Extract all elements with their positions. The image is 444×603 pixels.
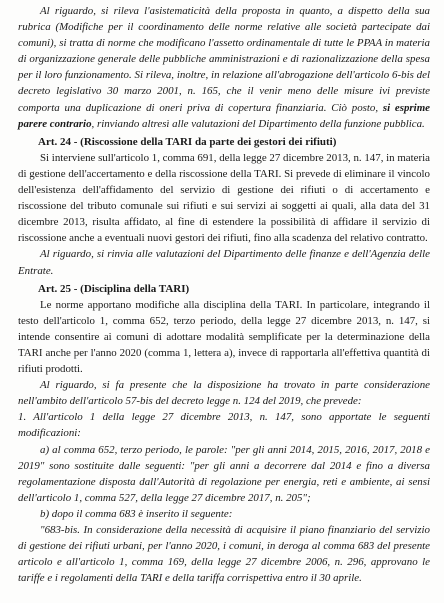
- article-24-paragraph-1: Si interviene sull'articolo 1, comma 691, della legge 27 dicembre 2013, n. 147, in materia di gestione dell'accertamento e della riscossione della TARI. Si prevede di eliminare il vincolo dell'esistenza dell'affidamento del servizio di gestione dei rifiuti o di accertamento e riscossione del tributo comunale sui rifiuti e sui servizi ai soggetti ai quali, alla data del 31 dicembre 2013, risulta affidato, al fine di estendere la possibilità di affidare il servizio di riscossione anche a eventuali nuovi gestori dei rifiuti, fino alla scadenza del relativo contratto.: [18, 151, 430, 245]
- article-24-paragraph-2: Al riguardo, si rinvia alle valutazioni del Dipartimento delle finanze e dell'Agenzia delle Entrate.: [18, 248, 430, 277]
- paragraph-intro-text-b: , rinviando altresì alle valutazioni del Dipartimento della funzione pubblica.: [91, 117, 425, 130]
- article-25-paragraph-6: "683-bis. In considerazione della necessità di acquisire il piano finanziario del servizio di gestione dei rifiuti urbani, per l'anno 2020, i comuni, in deroga al comma 683 del presente articolo e all'articolo 1, comma 169, della legge 27 dicembre 2006, n. 296, approvano le tariffe e i regolamenti della TARI e della tariffa corrispettiva entro il 30 aprile.: [18, 524, 430, 585]
- article-25-paragraph-4: a) al comma 652, terzo periodo, le parole: "per gli anni 2014, 2015, 2016, 2017, 2018 e 2019" sono sostituite dalle seguenti: "per gli anni a decorrere dal 2014 e fino a diversa regolamentazione disposta dall'Autorità di regolazione per energia, reti e ambiente, ai sensi dell'articolo 1, comma 527, della legge 27 dicembre 2017, n. 205";: [18, 443, 430, 504]
- paragraph-intro-text-a: Al riguardo, si rileva l'asistematicità della proposta in quanto, a dispetto della sua rubrica (Modifiche per il coordinamento delle norme relative alle società partecipate dai comuni), si tratta di norme che modificano l'assetto ordinamentale di tutte le PPAA in materia di organizzazione generale delle pubbliche amministrazioni e di razionalizzazione della spesa per il loro funzionamento. Si rileva, inoltre, in relazione all'abrogazione dell'articolo 6-bis del decreto legislativo 30 marzo 2001, n. 165, che il venir meno delle misure ivi previste comporta una duplicazione di oneri priva di copertura finanziaria. Ciò posto,: [18, 5, 430, 114]
- article-25-heading: Art. 25 - (Disciplina della TARI): [38, 282, 190, 295]
- article-24-heading: Art. 24 - (Riscossione della TARI da parte dei gestori dei rifiuti): [38, 135, 337, 148]
- article-25-paragraph-2: Al riguardo, si fa presente che la disposizione ha trovato in parte considerazione nell'ambito dell'articolo 57-bis del decreto legge n. 124 del 2019, che prevede:: [18, 379, 430, 408]
- paragraph-intro: [18, 3, 430, 132]
- paragraph-intro-bold: si esprime parere contrario: [18, 101, 430, 130]
- article-25-paragraph-3: 1. All'articolo 1 della legge 27 dicembre 2013, n. 147, sono apportate le seguenti modificazioni:: [18, 411, 430, 440]
- article-25-paragraph-5: b) dopo il comma 683 è inserito il seguente:: [40, 507, 233, 520]
- article-25-paragraph-1: Le norme apportano modifiche alla disciplina della TARI. In particolare, integrando il testo dell'articolo 1, comma 652, terzo periodo, della legge 27 dicembre 2013, n. 147, si intende consentire ai comuni di adottare modalità semplificate per la determinazione della TARI anche per l'anno 2020 (comma 1, lettera a), invece di rapportarla all'effettiva quantità di rifiuti prodotti.: [18, 298, 430, 376]
